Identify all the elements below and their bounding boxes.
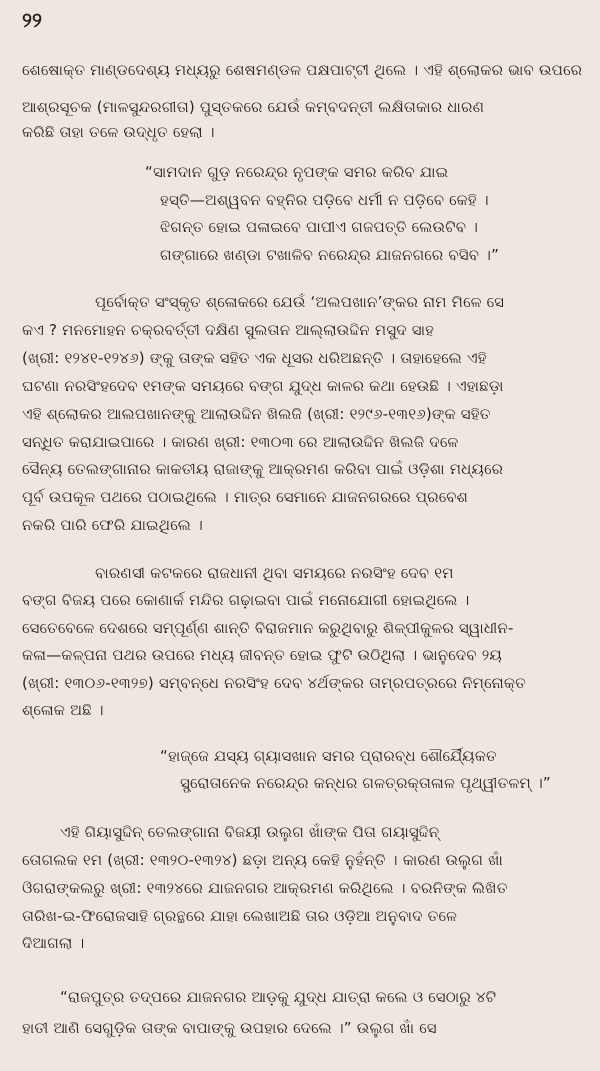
text-line: ଓିଗରାଙ୍କଲରୁ ଖ୍ରୀ: ୧୩୨୪ରେ ଯାଜନଗର ଆକ୍ରମଣ କରିଥିଲେ । ବରନିଙ୍କ ଲିଖିତ (22, 879, 508, 897)
text-line: (ଖ୍ରୀ: ୧୨୪୧-୧୨୪୬) ଙ୍କୁ ତାଙ୍କ ସହିତ ଏକ ଧୂସର ଧରିଅଛନ୍ତି । ତାହାହେଲେ ଏହି (22, 349, 487, 367)
text-line: କଏ ? ମନମୋହନ ଚକ୍ରବର୍ତ୍ତୀ ଦକ୍ଷିଣ ସୁଲତାନ ଆଲ୍ଲାଉଦ୍ଦିନ ମସୁଦ ସାହ (22, 321, 435, 339)
text-line: ଏହି ଶ୍ଲୋକର ଆଲପଖାନଙ୍କୁ ଆଲାଉଦ୍ଦିନ ଖିଲଜି (ଖ୍ରୀ: ୧୨୯୬-୧୩୧୬)ଙ୍କ ସହିତ (22, 405, 491, 423)
text-line: ପୂର୍ବୋକ୍ତ ସଂସ୍କୃତ ଶ୍ଳୋକରେ ଯେଉଁ ‘ଅଲପଖାନ’ଙ୍କର ନାମ ମିଳେ ସେ (95, 293, 505, 311)
text-line: (ଖ୍ରୀ: ୧୩୦୬-୧୩୨୭) ସମ୍ବନ୍ଧେ ନରସିଂହ ଦେବ ୪ର୍ଥଙ୍କର ତାମ୍ରପତ୍ରରେ ନିମ୍ନୋକ୍ତ (22, 674, 527, 692)
text-line: ପୂର୍ବ ଉପକୂଳ ପଥରେ ପଠାଇଥିଲେ । ମାତ୍ର ସେମାନେ ଯାଜନଗରରେ ପ୍ରବେଶ (22, 488, 469, 506)
verse-line: ଗଙ୍ଗାରେ ଖଣ୍ଡା ଟଖାଳିବ ନରେନ୍ଦ୍ର ଯାଜନଗରେ ବସିବ ।” (160, 246, 500, 264)
text-line: ଶ୍ଳୋକ ଅଛି । (22, 701, 104, 719)
text-line: ସନ୍ଧିତ କରାଯାଇପାରେ । କାରଣ ଖ୍ରୀ: ୧୩୦୩ ରେ ଆଲାଉଦ୍ଦିନ ଖିଲଜି ଦଳେ (22, 433, 459, 451)
text-line: ହାତୀ ଆଣି ସେଗୁଡ଼ିକ ତାଙ୍କ ବାପାଙ୍କୁ ଉପହାର ଦେଲେ ।” ଉଲୁଗ ଖାଁ ସେ (22, 1019, 437, 1037)
text-line: ଏହି ଗିୟାସୁଦ୍ଦିନ୍ ତେଲଙ୍ଗାନା ବିଜୟୀ ଉଲୁଗ ଖାଁଙ୍କ ପିତା ଗୟାସୁଦ୍ଦିନ୍ (60, 823, 440, 841)
text-line: ଶେଷୋକ୍ତ ମାଣ୍ଡଦେଶ୍ୟ ମଧ୍ୟରୁ ଶେଷମଣ୍ଡଳ ପକ୍ଷପାଟ୍ଟୀ ଥିଲେ । ଏହି ଶ୍ଲୋକର ଭାବ ଉପରେ (22, 61, 583, 79)
text-line: “ରାଜପୁତ୍ର ତଦ୍ପରେ ଯାଜନଗର ଆଡ଼କୁ ଯୁଦ୍ଧ ଯାତ୍ରା କଲେ ଓ ସେଠାରୁ ୪ଟି (60, 988, 497, 1006)
text-line: ସୈନ୍ୟ ତେଲଙ୍ଗାନାର କାକତୀୟ ରାଜାଙ୍କୁ ଆକ୍ରମଣ କରିବା ପାଇଁ ଓଡ଼ିଶା ମଧ୍ୟରେ (22, 460, 504, 478)
text-line: ବାରଣସୀ କଟକରେ ରାଜଧାନୀ ଥିବା ସମୟରେ ନରସିଂହ ଦେବ ୧ମ (95, 564, 454, 582)
text-line: ଆଶ୍ରସୂଚକ (ମାଳସୁନ୍ଦରଗୀତା) ପୁସ୍ତକରେ ଯେଉଁ କମ୍ବଦନ୍ତୀ ଲକ୍ଷିତାକାର ଧାରଣ (22, 98, 485, 116)
text-line: ନକରି ପାରି ଫେରି ଯାଇଥିଲେ । (22, 516, 203, 534)
verse-line: “ହାଜ୍ଜେ ଯସ୍ୟ ଗ୍ୟାସଖାନ ସମର ପ୍ରାରବ୍ଧ ଶୌର୍ଯ୍ୟୈକତ (160, 747, 497, 765)
verse-line: ସ୍ପ୍ରୋତାନେକ ନରେନ୍ଦ୍ର କନ୍ଧର ଗଳତ୍‌ରକ୍ତାଳାଳ ପୃଥ୍ୱୀତଳମ୍ ।” (180, 774, 551, 792)
text-line: କରିଛି ତାହା ତଳେ ଉଦ୍ଧୃତ ହେଲା । (22, 123, 215, 141)
text-line: ଘଟଣା ନରସିଂହଦେବ ୧ମଙ୍କ ସମୟରେ ବଙ୍ଗ ଯୁଦ୍ଧ କାଳର କଥା ହେଉଛି । ଏହାଛଡ଼ା (22, 377, 504, 395)
text-line: ତାରିଖ-ଇ-ଫିରୋଜସାହି ଗ୍ରନ୍ଥରେ ଯାହା ଲେଖାଅଛି ତାର ଓଡ଼ିଆ ଅନୁବାଦ ତଳେ (22, 907, 458, 925)
verse-line: ହସ୍ତି—ଅଶ୍ୱବନ ବହ୍ନିର ପଡ଼ିବେ ଧର୍ମୀ ନ ପଡ଼ିବେ କେହି । (160, 191, 489, 209)
verse-line: “ସାମଦାନ ଗୁଡ଼ ନରେନ୍ଦ୍ର ନୃପଙ୍କ ସମର କରିବ ଯାଇ (145, 163, 449, 181)
text-line: ଦିଆଗଲା । (22, 934, 85, 952)
text-line: ସେତେବେଳେ ଦେଶରେ ସମ୍ପୂର୍ଣ୍ଣ ଶାନ୍ତି ବିରାଜମାନ କରୁଥିବାରୁ ଶିଳ୍ପୀକୁଳର ସ୍ୱାଧୀନ- (22, 619, 514, 637)
text-line: କଳା—କଳ୍ପନା ପଥର ଉପରେ ମଧ୍ୟ ଜୀବନ୍ତ ହୋଇ ଫୁଟି ଉଠିଥିଲା । ଭାନୁଦେବ ୨ୟ (22, 646, 502, 664)
verse-line: ଝିଗନ୍ତ ହୋଇ ପଳାଇବେ ପାପୀଏ ଗଜପତ୍ତି ଲେଉଟିବ । (160, 218, 479, 236)
text-line: ବଙ୍ଗ ବିଜୟ ପରେ କୋଣାର୍କ ମନ୍ଦିର ଗଢ଼ାଇବା ପାଇଁ ମନୋଯୋଗୀ ହୋଇଥିଲେ । (22, 591, 470, 609)
text-line: ତୋଗଲକ ୧ମ (ଖ୍ରୀ: ୧୩୨୦-୧୩୨୪) ଛଡ଼ା ଅନ୍ୟ କେହି ନୁହଁନ୍ତି । କାରଣ ଉଲୁଗ ଖାଁ (22, 851, 503, 869)
page-number: ୨୨ (22, 8, 42, 32)
